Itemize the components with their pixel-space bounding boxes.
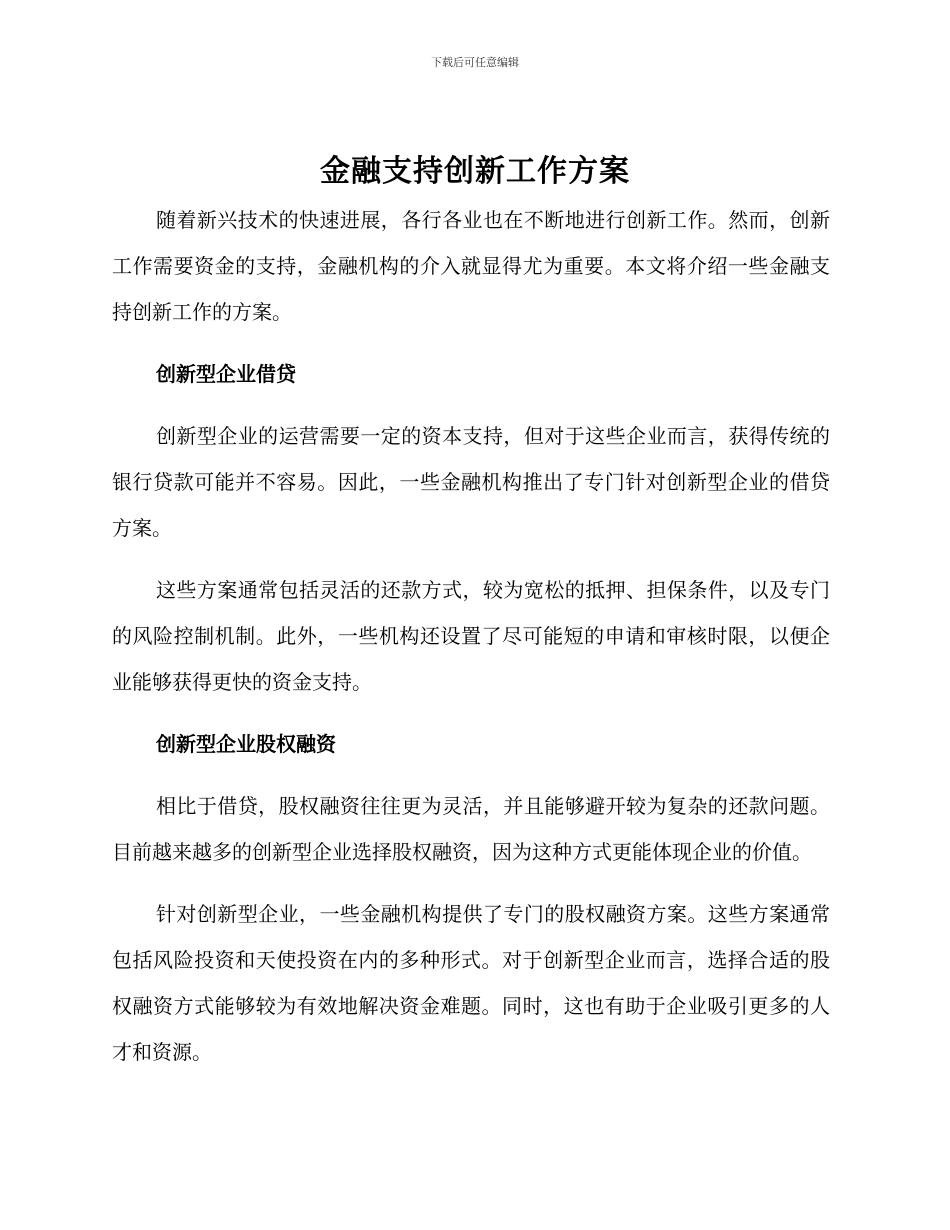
equity-paragraph-2: 针对创新型企业，一些金融机构提供了专门的股权融资方案。这些方案通常包括风险投资和天使投资在内的多种形式。对于创新型企业而言，选择合适的股权融资方式能够较为有效地解决资金难题。同时，这也有助于企业吸引更多的人才和资源。 (112, 902, 830, 1064)
section-heading-equity: 创新型企业股权融资 (156, 732, 336, 756)
loan-paragraph-1: 创新型企业的运营需要一定的资本支持，但对于这些企业而言，获得传统的银行贷款可能并不容易。因此，一些金融机构推出了专门针对创新型企业的借贷方案。 (112, 424, 830, 540)
equity-paragraph-1: 相比于借贷，股权融资往往更为灵活，并且能够避开较为复杂的还款问题。目前越来越多的创新型企业选择股权融资，因为这种方式更能体现企业的价值。 (112, 794, 830, 864)
header-note: 下载后可任意编辑 (431, 56, 519, 69)
document-title: 金融支持创新工作方案 (320, 154, 630, 189)
loan-paragraph-2: 这些方案通常包括灵活的还款方式，较为宽松的抵押、担保条件，以及专门的风险控制机制。此外，一些机构还设置了尽可能短的申请和审核时限，以便企业能够获得更快的资金支持。 (112, 578, 830, 694)
intro-paragraph: 随着新兴技术的快速进展，各行各业也在不断地进行创新工作。然而，创新工作需要资金的支持，金融机构的介入就显得尤为重要。本文将介绍一些金融支持创新工作的方案。 (112, 208, 830, 324)
document-body (112, 197, 830, 1091)
section-heading-loan: 创新型企业借贷 (156, 362, 296, 386)
